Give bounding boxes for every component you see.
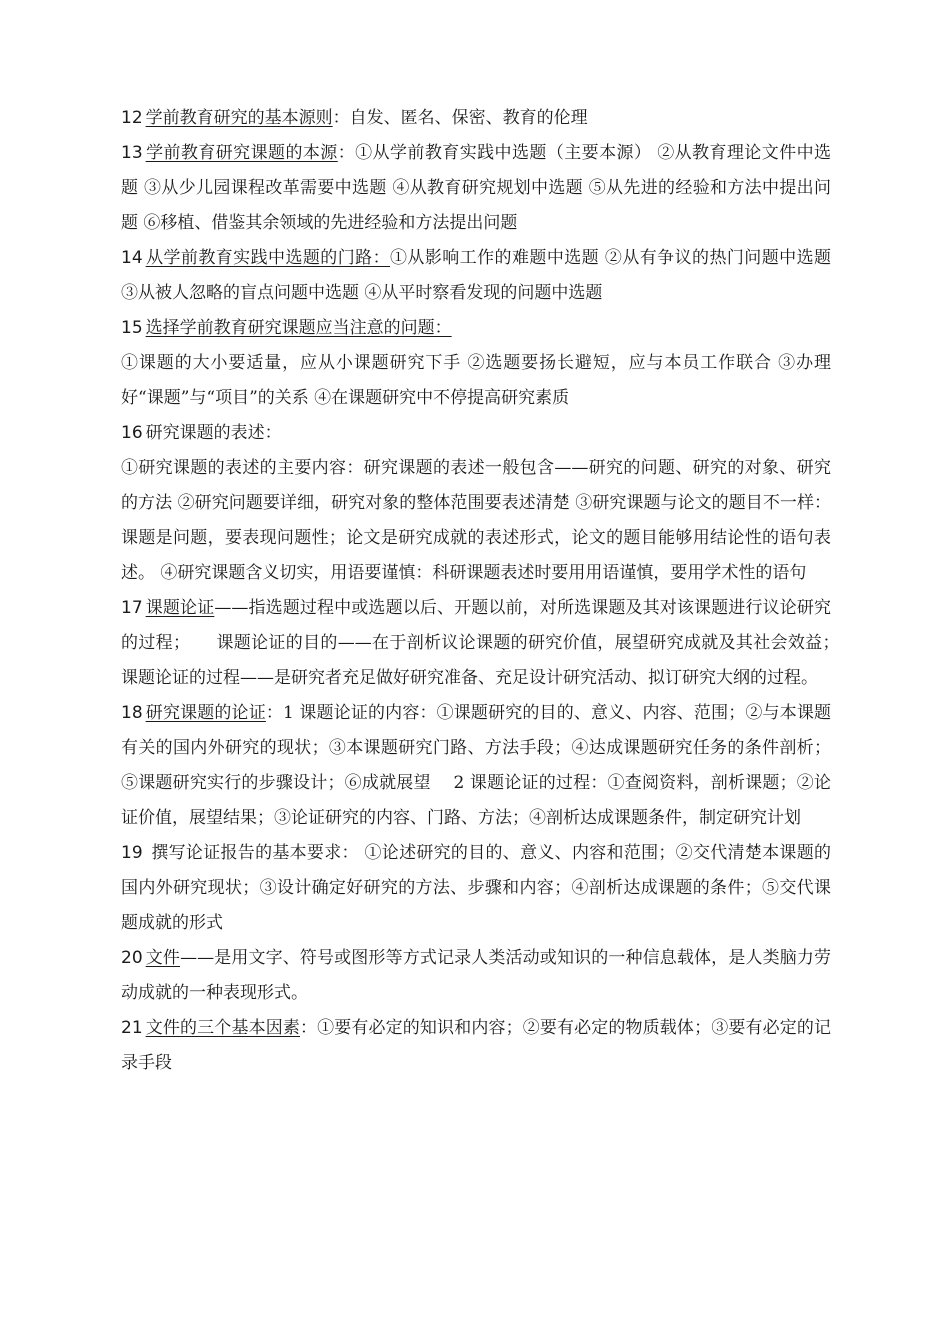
item-term: 选择学前教育研究课题应当注意的问题： [145,318,452,338]
item-term: 从学前教育实践中选题的门路： [145,248,390,268]
item-number: 12 [121,108,143,128]
item-text: 研究课题的表述： [145,423,282,443]
item-text: ：①要有必定的知识和内容；②要有必定的物质载体；③要有必定的记录手段 [121,1018,832,1073]
item-number: 18 [121,703,143,723]
item-text: ——是用文字、符号或图形等方式记录人类活动或知识的一种信息载体，是人类脑力劳动成就的一种表现形式。 [121,948,832,1003]
item-text: ——指选题过程中或选题以后、开题以前，对所选课题及其对该课题进行议论研究的过程； 课题论证的目的——在于剖析议论课题的研究价值，展望研究成就及其社会效益； 课题论证的过程——是研究者充足做好研究准备、充足设计研究活动、拟订研究大纲的过程。 [121,598,865,688]
item-text: ：自发、匿名、保密、教育的伦理 [332,108,588,128]
item-number: 15 [121,318,143,338]
item-number: 17 [121,598,143,618]
item-14 [121,241,831,311]
item-16 [121,416,831,451]
item-15-body [121,346,831,416]
item-20 [121,941,831,1011]
item-number: 19 [121,843,143,863]
item-text: ①从影响工作的难题中选题 ②从有争议的热门问题中选题 ③从被人忽略的盲点问题中选题 ④从平时察看发现的问题中选题 [121,248,831,303]
item-18 [121,696,831,836]
item-number: 13 [121,143,143,163]
item-term: 文件 [145,948,181,968]
item-number: 21 [121,1018,143,1038]
item-number: 16 [121,423,143,443]
item-text: ：①从学前教育实践中选题（主要本源） ②从教育理论文件中选题 ③从少儿园课程改革需要中选题 ④从教育研究规划中选题 ⑤从先进的经验和方法中提出问题 ⑥移植、借鉴其余领域的先进经验和方法提出问题 [121,143,832,233]
item-term: 研究课题的论证 [145,703,266,723]
item-term: 学前教育研究的基本源则 [145,108,333,128]
item-text: ①课题的大小要适量，应从小课题研究下手 ②选题要扬长避短，应与本员工作联合 ③办理好“课题”与“项目”的关系 ④在课题研究中不停提高研究素质 [121,353,831,408]
item-15 [121,311,831,346]
item-text: ：1 课题论证的内容：①课题研究的目的、意义、内容、范围；②与本课题有关的国内外研究的现状；③本课题研究门路、方法手段；④达成课题研究任务的条件剖析；⑤课题研究实行的步骤设计；⑥成就展望 2 课题论证的过程：①查阅资料，剖析课题；②论证价值，展望结果；③论证研究的内容、门路、方法；④剖析达成课题条件，制定研究计划 [121,703,832,828]
item-text: 撰写论证报告的基本要求： ①论述研究的目的、意义、内容和范围；②交代清楚本课题的国内外研究现状；③设计确定好研究的方法、步骤和内容；④剖析达成课题的条件；⑤交代课题成就的形式 [121,843,831,933]
document-page [121,101,865,1081]
item-16-body [121,451,831,591]
item-text: ①研究课题的表述的主要内容：研究课题的表述一般包含——研究的问题、研究的对象、研究的方法 ②研究问题要详细，研究对象的整体范围要表述清楚 ③研究课题与论文的题目不一样：课题是问题，要表现问题性；论文是研究成就的表述形式，论文的题目能够用结论性的语句表述。 ④研究课题含义切实，用语要谨慎：科研课题表述时要用用语谨慎，要用学术性的语句 [121,458,831,583]
item-term: 文件的三个基本因素 [145,1018,300,1038]
item-12 [121,101,831,136]
item-number: 20 [121,948,143,968]
item-17 [121,591,865,696]
item-13 [121,136,831,241]
item-term: 学前教育研究课题的本源 [145,143,338,163]
item-number: 14 [121,248,143,268]
item-term: 课题论证 [145,598,215,618]
item-21 [121,1011,831,1081]
item-19 [121,836,831,941]
